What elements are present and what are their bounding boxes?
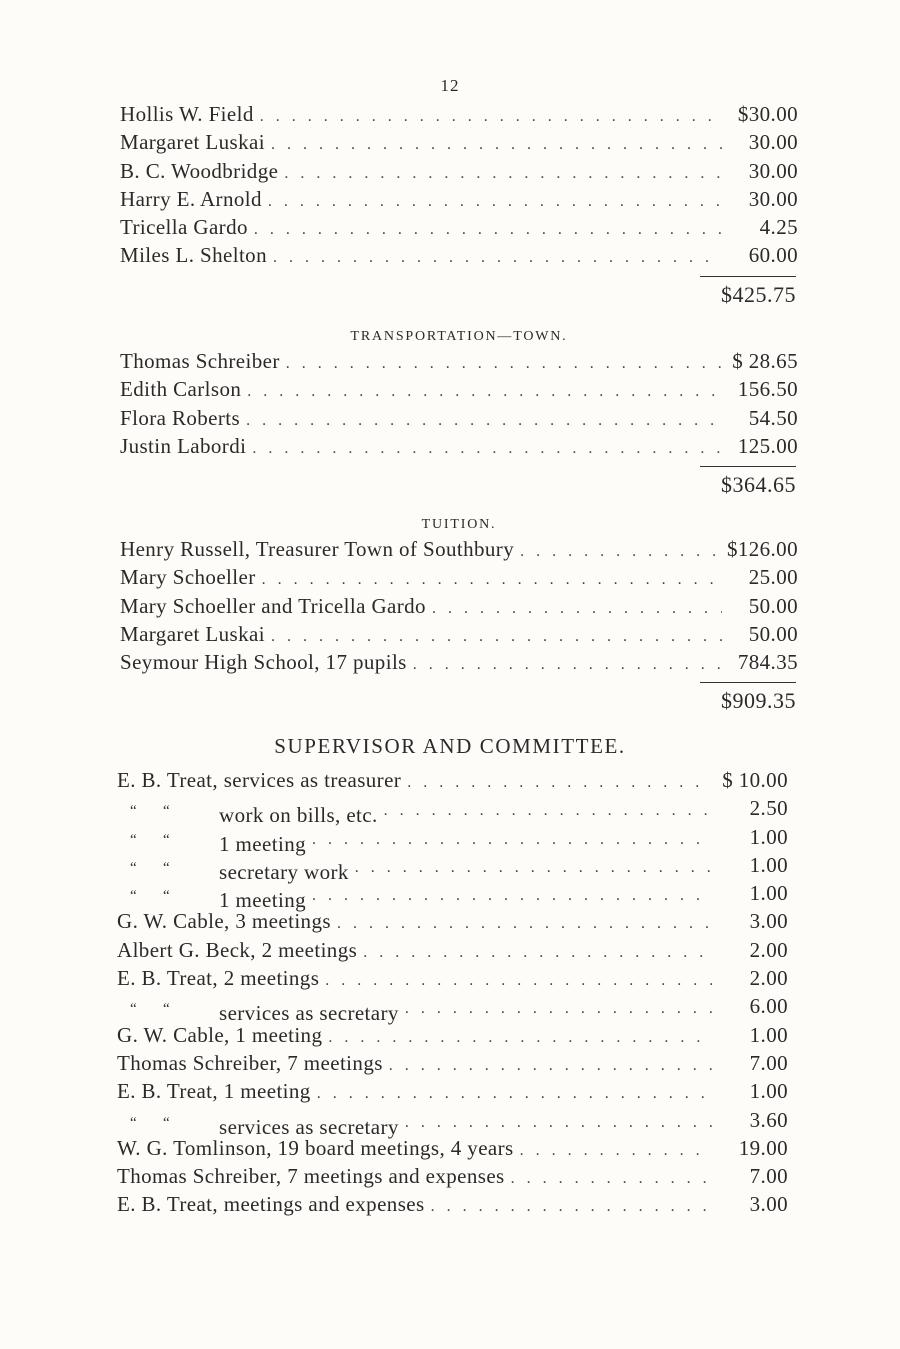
dot-leader bbox=[384, 802, 712, 820]
dot-leader bbox=[520, 1142, 712, 1160]
supervisor-heading: SUPERVISOR AND COMMITTEE. bbox=[274, 734, 626, 758]
section-total: $364.65 bbox=[721, 472, 796, 498]
entry-name: Miles L. Shelton bbox=[120, 243, 267, 268]
entry-amount: 60.00 bbox=[748, 243, 798, 268]
dot-leader bbox=[405, 1114, 712, 1132]
entry-amount: 3.00 bbox=[749, 909, 788, 934]
dot-leader bbox=[328, 1029, 712, 1047]
entry-amount: 30.00 bbox=[748, 186, 798, 211]
dot-leader bbox=[389, 1057, 712, 1075]
ditto-mark: “ bbox=[162, 831, 171, 848]
entry-amount: 50.00 bbox=[748, 621, 798, 646]
ledger-entry bbox=[120, 622, 798, 650]
dot-leader bbox=[355, 859, 712, 877]
entry-name: E. B. Treat, services as treasurer bbox=[117, 768, 402, 792]
ditto-mark: “ bbox=[129, 1114, 138, 1131]
ledger-entry bbox=[120, 594, 798, 622]
entry-amount: 125.00 bbox=[737, 433, 798, 458]
dot-leader bbox=[284, 165, 722, 183]
entry-amount: 1.00 bbox=[749, 824, 788, 849]
tuition-section bbox=[120, 513, 798, 728]
transportation-section bbox=[120, 325, 798, 512]
dot-leader bbox=[325, 972, 712, 990]
entry-name: Margaret Luskai bbox=[120, 130, 265, 155]
ledger-entry bbox=[120, 159, 798, 187]
ledger-entry bbox=[117, 768, 788, 796]
ditto-mark: “ bbox=[129, 1001, 138, 1018]
entry-amount: 1.00 bbox=[749, 852, 788, 877]
ledger-entry bbox=[120, 130, 798, 158]
entry-amount: 1.00 bbox=[749, 1079, 788, 1104]
ledger-entry bbox=[120, 565, 798, 593]
entry-name: 1 meeting bbox=[219, 831, 306, 856]
section-total: $909.35 bbox=[721, 688, 796, 714]
entry-name: G. W. Cable, 3 meetings bbox=[117, 909, 331, 934]
section-total-block bbox=[120, 462, 798, 512]
entry-amount: 54.50 bbox=[748, 405, 798, 430]
entry-amount: 3.60 bbox=[749, 1107, 788, 1132]
entry-amount: 30.00 bbox=[748, 130, 798, 155]
ledger-entry bbox=[117, 1107, 788, 1139]
dot-leader bbox=[271, 628, 722, 646]
entry-amount: $ 28.65 bbox=[732, 349, 798, 373]
ledger-entry bbox=[117, 1023, 788, 1051]
entry-name: E. B. Treat, meetings and expenses bbox=[117, 1192, 425, 1217]
entry-amount: 30.00 bbox=[748, 158, 798, 183]
dot-leader bbox=[271, 136, 722, 154]
ledger-entry bbox=[120, 243, 798, 271]
entry-name: Albert G. Beck, 2 meetings bbox=[117, 937, 358, 962]
dot-leader bbox=[407, 774, 712, 792]
ditto-mark: “ bbox=[129, 888, 138, 905]
ditto-mark: “ bbox=[129, 859, 138, 876]
dot-leader bbox=[413, 656, 722, 674]
ledger-entry bbox=[117, 1079, 788, 1107]
total-rule bbox=[700, 682, 796, 683]
entry-name: services as secretary bbox=[219, 1114, 399, 1139]
ditto-mark: “ bbox=[162, 1114, 171, 1131]
dot-leader bbox=[254, 221, 722, 239]
entry-name: services as secretary bbox=[219, 1001, 399, 1026]
entry-name-with-ditto bbox=[117, 860, 349, 885]
entry-amount: 50.00 bbox=[748, 593, 798, 618]
ledger-entry bbox=[117, 796, 788, 828]
entry-name: E. B. Treat, 1 meeting bbox=[117, 1079, 311, 1104]
dot-leader bbox=[337, 915, 712, 933]
entry-amount: 4.25 bbox=[759, 215, 798, 240]
entry-amount: 7.00 bbox=[749, 1050, 788, 1075]
dot-leader bbox=[262, 571, 722, 589]
ledger-entry bbox=[120, 537, 798, 565]
entry-name: Henry Russell, Treasurer Town of Southbury bbox=[120, 537, 515, 561]
section-heading: TRANSPORTATION—TOWN. bbox=[350, 329, 568, 344]
ledger-entry bbox=[117, 938, 788, 966]
ledger-entry bbox=[120, 434, 798, 462]
ledger-entry bbox=[120, 349, 798, 377]
entry-name: Edith Carlson bbox=[120, 377, 242, 402]
dot-leader bbox=[273, 249, 722, 267]
entry-name: Seymour High School, 17 pupils bbox=[120, 650, 407, 675]
dot-leader bbox=[511, 1170, 712, 1188]
entry-name: Thomas Schreiber bbox=[120, 349, 280, 373]
dot-leader bbox=[268, 193, 722, 211]
ditto-mark: “ bbox=[162, 888, 171, 905]
entry-amount: 2.00 bbox=[749, 966, 788, 991]
dot-leader bbox=[431, 1198, 712, 1216]
entry-amount: 6.00 bbox=[749, 994, 788, 1019]
entry-name: Tricella Gardo bbox=[120, 215, 248, 240]
entry-name: E. B. Treat, 2 meetings bbox=[117, 966, 320, 991]
entry-name: B. C. Woodbridge bbox=[120, 158, 279, 183]
total-rule bbox=[700, 276, 796, 277]
ledger-entry bbox=[120, 102, 798, 130]
entry-amount: 2.50 bbox=[749, 796, 788, 821]
ditto-mark: “ bbox=[162, 803, 171, 820]
dot-leader bbox=[363, 944, 712, 962]
entry-amount: 2.00 bbox=[749, 937, 788, 962]
dot-leader bbox=[247, 383, 722, 401]
ditto-mark: “ bbox=[162, 859, 171, 876]
ledger-entry bbox=[117, 1164, 788, 1192]
ledger-entry bbox=[120, 187, 798, 215]
dot-leader bbox=[260, 108, 722, 126]
ditto-mark: “ bbox=[129, 803, 138, 820]
ledger-entry bbox=[117, 1136, 788, 1164]
entry-name: secretary work bbox=[219, 859, 349, 884]
entry-name: W. G. Tomlinson, 19 board meetings, 4 years bbox=[117, 1135, 514, 1160]
ledger-entry bbox=[117, 852, 788, 884]
section-total: $425.75 bbox=[721, 281, 796, 307]
total-rule bbox=[700, 466, 796, 467]
entry-amount: 156.50 bbox=[737, 377, 798, 402]
dot-leader bbox=[405, 1000, 712, 1018]
dot-leader bbox=[286, 355, 722, 373]
entry-amount: $ 10.00 bbox=[722, 768, 788, 792]
ledger-entry bbox=[120, 377, 798, 405]
ditto-mark: “ bbox=[162, 1001, 171, 1018]
supervisor-section bbox=[117, 768, 788, 1221]
dot-leader bbox=[317, 1085, 712, 1103]
entry-name: Harry E. Arnold bbox=[120, 186, 262, 211]
ledger-entry bbox=[117, 994, 788, 1026]
entry-amount: $30.00 bbox=[737, 102, 798, 126]
entry-amount: 7.00 bbox=[749, 1164, 788, 1189]
entry-name: Mary Schoeller and Tricella Gardo bbox=[120, 593, 426, 618]
entry-name: work on bills, etc. bbox=[219, 803, 378, 828]
ledger-entry bbox=[117, 824, 788, 856]
entry-name: Thomas Schreiber, 7 meetings bbox=[117, 1050, 383, 1075]
ledger-entry bbox=[120, 215, 798, 243]
ledger-entry bbox=[117, 1051, 788, 1079]
entry-amount: 19.00 bbox=[738, 1135, 788, 1160]
page-number: 12 bbox=[440, 76, 460, 95]
entry-amount: 784.35 bbox=[737, 650, 798, 675]
ditto-mark: “ bbox=[129, 831, 138, 848]
dot-leader bbox=[246, 412, 722, 430]
dot-leader bbox=[312, 887, 712, 905]
dot-leader bbox=[520, 543, 721, 561]
entry-name: Hollis W. Field bbox=[120, 102, 254, 126]
entry-name: Thomas Schreiber, 7 meetings and expenses bbox=[117, 1164, 505, 1189]
entry-amount: 1.00 bbox=[749, 881, 788, 906]
dot-leader bbox=[312, 831, 712, 849]
entry-name-with-ditto bbox=[117, 832, 306, 857]
entry-name: Flora Roberts bbox=[120, 405, 241, 430]
entry-amount: $126.00 bbox=[726, 537, 798, 561]
entry-name: Mary Schoeller bbox=[120, 565, 256, 590]
ledger-entry bbox=[117, 1192, 788, 1220]
section-total-block bbox=[120, 272, 798, 322]
section-total-block bbox=[120, 678, 798, 728]
ledger-entry bbox=[120, 406, 798, 434]
ledger-entry bbox=[117, 966, 788, 994]
ledger-entry bbox=[120, 650, 798, 678]
section-heading: TUITION. bbox=[421, 517, 497, 532]
ledger-entry bbox=[117, 909, 788, 937]
entry-name: G. W. Cable, 1 meeting bbox=[117, 1022, 323, 1047]
entry-amount: 3.00 bbox=[749, 1192, 788, 1217]
entry-name: Margaret Luskai bbox=[120, 621, 265, 646]
dot-leader bbox=[432, 600, 722, 618]
entry-name: Justin Labordi bbox=[120, 433, 247, 458]
ledger-entry bbox=[117, 881, 788, 913]
entry-name-with-ditto bbox=[117, 803, 378, 828]
dot-leader bbox=[252, 440, 722, 458]
salaries-section bbox=[120, 102, 798, 322]
entry-amount: 1.00 bbox=[749, 1022, 788, 1047]
entry-amount: 25.00 bbox=[748, 565, 798, 590]
entry-name: 1 meeting bbox=[219, 888, 306, 913]
